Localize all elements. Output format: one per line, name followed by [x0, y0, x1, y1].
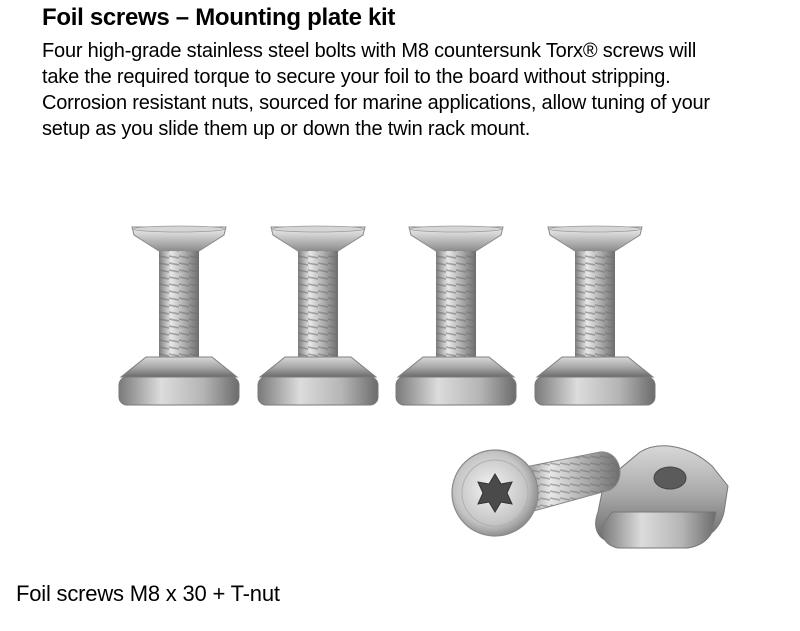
page-title: Foil screws – Mounting plate kit — [42, 4, 396, 31]
torx-screw-detail — [452, 450, 620, 536]
description-line: take the required torque to secure your foil to the board without stripping. — [42, 66, 671, 88]
description-line: Four high-grade stainless steel bolts with M8 countersunk Torx® screws will — [42, 40, 697, 62]
product-caption: Foil screws M8 x 30 + T-nut — [16, 581, 280, 606]
description-line: Corrosion resistant nuts, sourced for marine applications, allow tuning of your — [42, 92, 710, 114]
assembled-screw — [535, 226, 655, 405]
description-line: setup as you slide them up or down the twin rack mount. — [42, 118, 531, 140]
assembled-screw — [396, 226, 516, 405]
assembled-screw — [258, 226, 378, 405]
assembled-screw — [119, 226, 239, 405]
